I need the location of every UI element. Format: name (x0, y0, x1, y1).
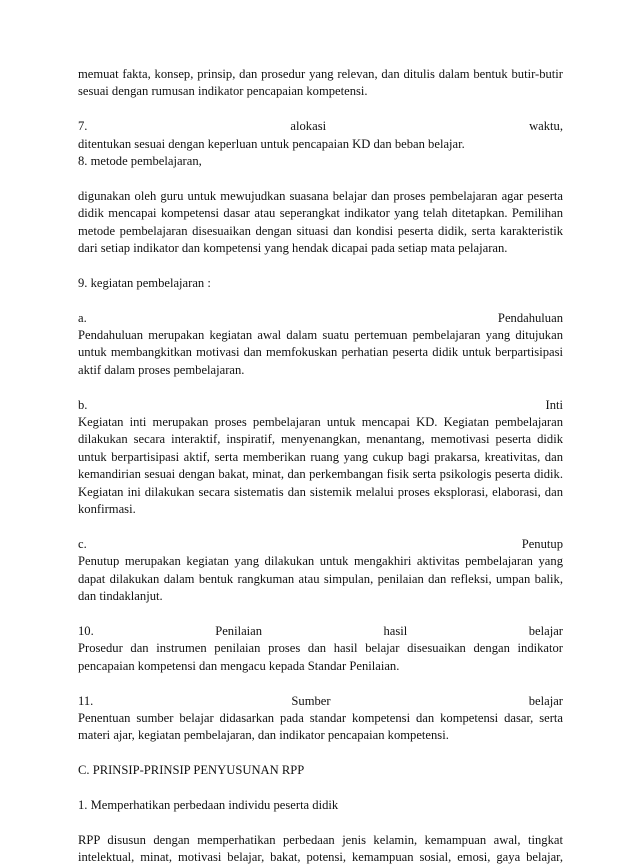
text-line: aktif dalam proses pembelajaran. (78, 362, 245, 377)
text-line: metode pembelajaran disesuaikan dengan situasi dan kondisi peserta didik, serta karakteristik (78, 223, 563, 238)
text-line: Pendahuluan merupakan kegiatan awal dalam suatu pertemuan pembelajaran yang ditujukan (78, 328, 563, 343)
text-line: sesuai dengan rumusan indikator pencapaian kompetensi. (78, 84, 368, 99)
text-line: Kegiatan ini dilakukan secara sistematis dan sistemik melalui proses eksplorasi, elaborasi, dan (78, 484, 563, 499)
text-line: untuk berpartisipasi aktif, serta memberikan ruang yang cukup bagi prakarsa, kreativitas, dan (78, 449, 563, 464)
text-line: dilakukan secara interaktif, inspiratif, menyenangkan, menantang, memotivasi peserta didik (78, 432, 563, 447)
section-c-heading: C. PRINSIP-PRINSIP PENYUSUNAN RPP (78, 763, 305, 778)
item-9-heading: 9. kegiatan pembelajaran : (78, 275, 211, 290)
text-line: pencapaian kompetensi dan mengacu kepada Standar Penilaian. (78, 658, 400, 673)
text-line: konfirmasi. (78, 502, 136, 517)
text-line: materi ajar, kegiatan pembelajaran, dan indikator pencapaian kompetensi. (78, 728, 449, 743)
text-line: didik mencapai kompetensi dasar atau seperangkat indikator yang telah ditetapkan. Pemilihan (78, 206, 563, 221)
text-line: Penentuan sumber belajar didasarkan pada standar kompetensi dan kompetensi dasar, serta (78, 710, 563, 725)
text-line: dari setiap indikator dan kompetensi yang hendak dicapai pada setiap mata pelajaran. (78, 241, 508, 256)
sub-item-a-heading: a. Pendahuluan (78, 310, 563, 325)
sub-item-b-heading: b. Inti (78, 397, 563, 412)
text-line: memuat fakta, konsep, prinsip, dan prosedur yang relevan, dan ditulis dalam bentuk butir-butir (78, 67, 563, 81)
text-line: dan tindaklanjut. (78, 589, 163, 604)
sub-item-c-heading: c. Penutup (78, 536, 563, 551)
text-line: dapat dilakukan dalam bentuk rangkuman atau simpulan, penilaian dan refleksi, umpan balik, (78, 571, 563, 586)
text-line: Kegiatan inti merupakan proses pembelajaran untuk mencapai KD. Kegiatan pembelajaran (78, 415, 563, 430)
text-line: intelektual, minat, motivasi belajar, bakat, potensi, kemampuan sosial, emosi, gaya belajar, (78, 850, 563, 865)
text-line: ditentukan sesuai dengan keperluan untuk pencapaian KD dan beban belajar. (78, 136, 465, 151)
text-line: digunakan oleh guru untuk mewujudkan suasana belajar dan proses pembelajaran agar peserta (78, 188, 563, 203)
item-11-heading: 11. Sumber belajar (78, 693, 563, 708)
text-line: kemandirian sesuai dengan bakat, minat, dan perkembangan fisik serta psikologis peserta didik. (78, 467, 563, 482)
principle-1-heading: 1. Memperhatikan perbedaan individu peserta didik (78, 797, 339, 812)
item-8-heading: 8. metode pembelajaran, (78, 154, 202, 169)
text-line: Penutup merupakan kegiatan yang dilakukan untuk mengakhiri aktivitas pembelajaran yang (78, 554, 563, 569)
text-line: untuk membangkitkan motivasi dan memfokuskan perhatian peserta didik untuk berpartisipasi (78, 345, 563, 360)
item-10-heading: 10. Penilaian hasil belajar (78, 623, 563, 638)
item-7-heading: 7. alokasi waktu, (78, 119, 563, 134)
text-line: Prosedur dan instrumen penilaian proses dan hasil belajar disesuaikan dengan indikator (78, 641, 563, 656)
text-line: RPP disusun dengan memperhatikan perbedaan jenis kelamin, kemampuan awal, tingkat (78, 832, 563, 847)
